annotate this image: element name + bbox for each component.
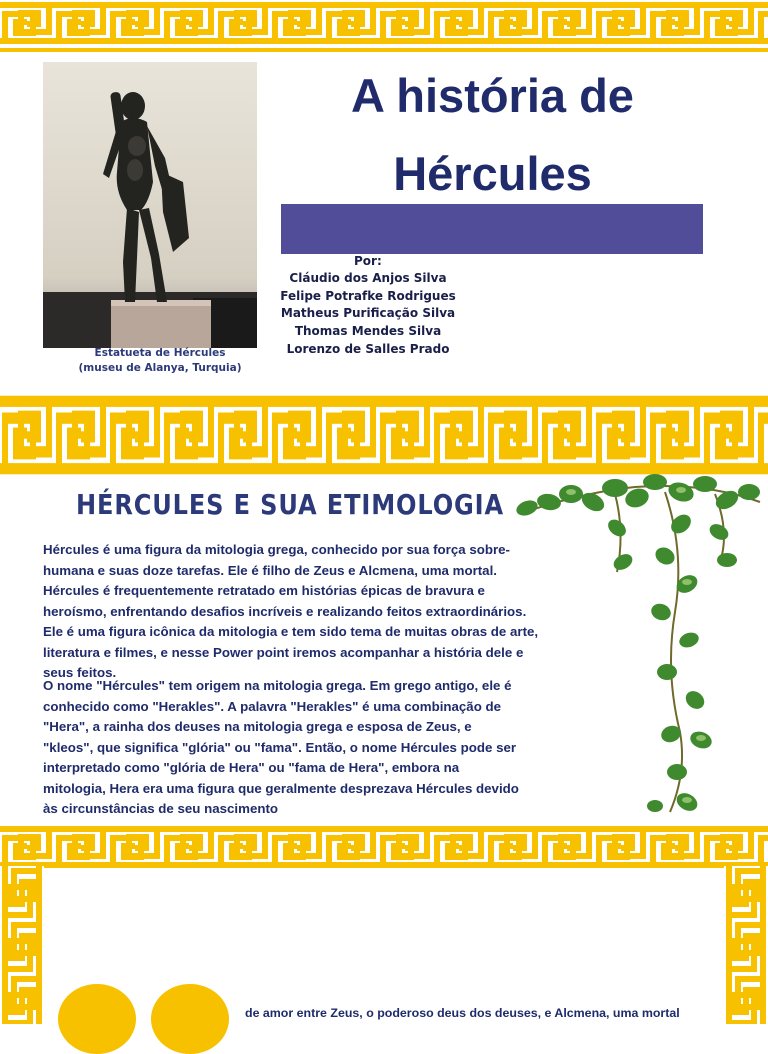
- greek-key-border-top: [0, 0, 768, 52]
- author-name: Thomas Mendes Silva: [294, 324, 442, 338]
- ivy-vine: [505, 472, 768, 817]
- paragraph-line: mitologia, Hera era uma figura que geralmente desprezava Hércules devido: [43, 780, 519, 796]
- section-heading: HÉRCULES E SUA ETIMOLOGIA: [76, 488, 504, 521]
- greek-key-border-left: [0, 866, 44, 1024]
- page-title-line1: A história de: [351, 69, 634, 122]
- paragraph-line: interpretado como "glória de Hera" ou "fama de Hera", embora na: [43, 760, 460, 775]
- paragraph-line: conhecido como "Herakles". A palavra "Herakles" é uma combinação de: [43, 698, 502, 714]
- paragraph-line: O nome "Hércules" tem origem na mitologia grega. Em grego antigo, ele é: [43, 678, 512, 693]
- photo-caption-line1: Estatueta de Hércules: [94, 347, 226, 359]
- paragraph-line: seus feitos.: [43, 665, 117, 680]
- paragraph-line: "Hera", a rainha dos deuses na mitologia grega e esposa de Zeus, e: [43, 719, 472, 734]
- next-page-text: de amor entre Zeus, o poderoso deus dos deuses, e Alcmena, uma mortal: [245, 1006, 680, 1020]
- title-bar: [281, 204, 703, 254]
- paragraph-line: "kleos", que significa "glória" ou "fama". Então, o nome Hércules pode ser: [43, 739, 517, 755]
- statue-image: [43, 62, 257, 348]
- greek-key-border-lower: [0, 824, 768, 868]
- paragraph-line: Hércules é frequentemente retratado em histórias épicas de bravura e: [43, 583, 485, 598]
- author-name: Matheus Purificação Silva: [280, 306, 456, 320]
- statue-photo: [43, 62, 257, 348]
- paragraph-line: às circunstâncias de seu nascimento: [43, 801, 279, 816]
- paragraph-line: heroísmo, enfrentando desafios incríveis e realizando feitos extraordinários.: [43, 603, 527, 619]
- paragraph-line: literatura e filmes, e nesse Power point iremos acompanhar a história dele e: [43, 644, 524, 660]
- paragraph-line: humana e suas doze tarefas. Ele é filho de Zeus e Alcmena, uma mortal.: [43, 562, 497, 578]
- paragraph-line: Ele é uma figura icônica da mitologia e tem sido tema de muitas obras de arte,: [43, 624, 539, 639]
- authors-label: Por:: [354, 254, 382, 268]
- author-name: Lorenzo de Salles Prado: [286, 342, 450, 356]
- author-name: Cláudio dos Anjos Silva: [289, 271, 447, 285]
- page-title-line2: Hércules: [393, 147, 592, 200]
- greek-key-border-right: [724, 866, 768, 1024]
- paragraph-line: Hércules é uma figura da mitologia grega, conhecido por sua força sobre-: [43, 542, 510, 557]
- decorative-yellow-blob: [151, 984, 229, 1054]
- photo-caption-line2: (museu de Alanya, Turquia): [78, 362, 242, 374]
- greek-key-border-middle: [0, 392, 768, 478]
- decorative-yellow-blob: [58, 984, 136, 1054]
- paragraph-intro: [43, 540, 538, 684]
- paragraph-etymology: [43, 676, 519, 820]
- author-name: Felipe Potrafke Rodrigues: [280, 289, 456, 303]
